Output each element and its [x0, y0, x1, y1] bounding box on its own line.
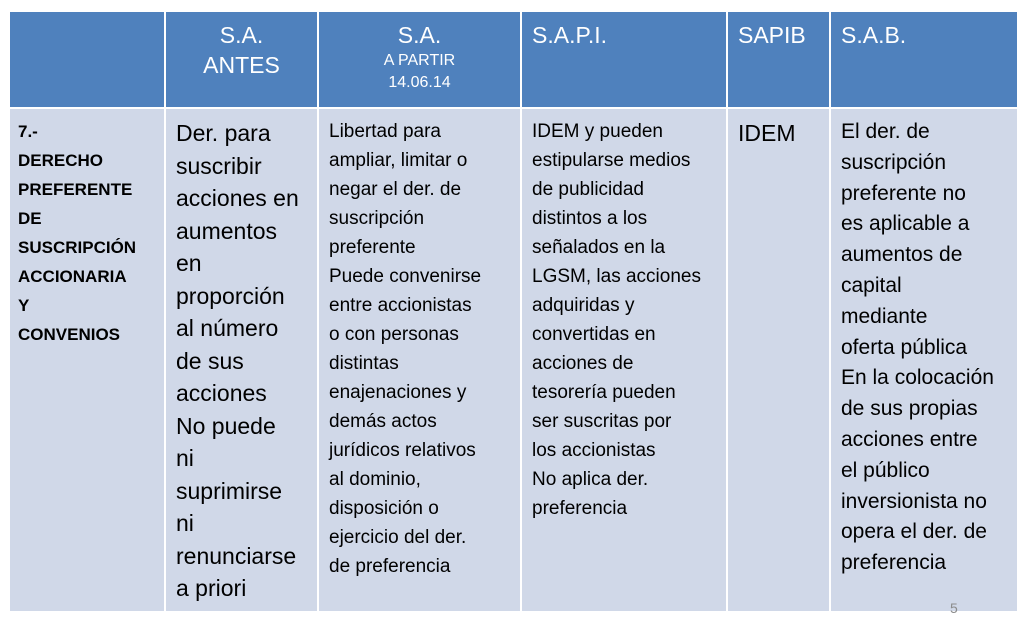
header-sa-apartir-title: S.A. [397, 22, 442, 48]
sa-antes-cell [166, 109, 319, 613]
comparison-table [10, 12, 1019, 613]
sapi-line: estipularse medios [532, 150, 691, 171]
sapi-line: LGSM, las acciones [532, 266, 701, 287]
sa-antes-line: en [176, 250, 202, 276]
sab-line: oferta pública [841, 335, 968, 359]
sapi-line: acciones de [532, 353, 634, 374]
sa-apartir-line: o con personas [329, 324, 459, 345]
row-label-line: PREFERENTE [18, 180, 133, 199]
header-sa-antes-sub: ANTES [203, 52, 280, 78]
sab-line: En la colocación [841, 366, 994, 390]
row-label-line: Y [18, 296, 30, 315]
sab-line: inversionista no [841, 489, 987, 513]
header-row [10, 12, 1019, 109]
sa-apartir-line: jurídicos relativos [329, 440, 476, 461]
header-sapib-title: SAPIB [738, 22, 806, 48]
header-sa-antes [166, 12, 319, 109]
sapi-line: distintos a los [532, 208, 648, 229]
sa-antes-line: proporción [176, 282, 285, 309]
header-sapi [522, 12, 728, 109]
sa-antes-line: ni [176, 445, 194, 471]
sab-line: de sus propias [841, 397, 978, 421]
sab-line: preferencia [841, 551, 947, 575]
sapi-line: ser suscritas por [532, 411, 672, 432]
sab-line: capital [841, 273, 902, 297]
sa-apartir-line: Puede convenirse [329, 266, 482, 287]
sa-apartir-line: enajenaciones y [329, 382, 467, 403]
header-sa-antes-title: S.A. [219, 22, 264, 48]
row-label-line: DERECHO [18, 151, 104, 170]
sab-line: El der. de [841, 120, 930, 143]
sab-line: es aplicable a [841, 212, 970, 236]
sab-cell [831, 109, 1019, 613]
sab-line: suscripción [841, 150, 947, 174]
sa-apartir-cell [319, 109, 522, 613]
sapi-cell [522, 109, 728, 613]
sa-apartir-line: de preferencia [329, 556, 451, 577]
header-sa-apartir-sub1: A PARTIR [383, 52, 456, 69]
sa-antes-line: No puede [176, 412, 276, 439]
sa-apartir-line: Libertad para [329, 121, 441, 142]
header-sab [831, 12, 1019, 109]
sa-antes-line: suprimirse [176, 477, 283, 504]
row-label-line: SUSCRIPCIÓN [18, 238, 137, 257]
sab-line: acciones entre [841, 427, 978, 451]
sapi-line: señalados en la [532, 237, 666, 258]
sapib-text: IDEM [738, 120, 796, 146]
table-row [10, 109, 1019, 613]
row-label-line: ACCIONARIA [18, 267, 127, 286]
sa-antes-line: aumentos [176, 217, 278, 244]
sa-antes-line: acciones en [176, 185, 299, 211]
row-label-line: CONVENIOS [18, 325, 121, 344]
sa-apartir-line: ejercicio del der. [329, 527, 467, 548]
sa-antes-line: acciones [176, 380, 267, 406]
sa-apartir-line: suscripción [329, 208, 425, 229]
row-label-line: DE [18, 209, 42, 228]
sapi-line: tesorería pueden [532, 382, 676, 403]
sa-antes-line: renunciarse [176, 542, 297, 569]
sapi-line: convertidas en [532, 324, 656, 345]
sa-antes-line: Der. para [176, 120, 271, 146]
row-label-line: 7.- [18, 122, 38, 141]
page-number: 5 [950, 600, 958, 616]
sa-apartir-line: distintas [329, 353, 399, 374]
sab-line: aumentos de [841, 243, 963, 267]
sapi-line: de publicidad [532, 179, 644, 200]
sapib-cell [728, 109, 831, 613]
header-sa-apartir [319, 12, 522, 109]
sa-apartir-line: ampliar, limitar o [329, 150, 468, 171]
sa-apartir-line: negar el der. de [329, 179, 462, 200]
sa-antes-line: suscribir [176, 152, 262, 179]
sab-line: preferente no [841, 181, 966, 205]
sab-line: mediante [841, 304, 928, 328]
sapi-line: No aplica der. [532, 469, 649, 490]
sab-line: opera el der. de [841, 520, 987, 544]
sa-antes-line: al número [176, 315, 279, 341]
sa-antes-line: de sus [176, 347, 244, 374]
sab-line: el público [841, 458, 930, 482]
header-sab-title: S.A.B. [841, 22, 907, 48]
sa-antes-line: a priori [176, 575, 247, 601]
sa-apartir-line: entre accionistas [329, 295, 472, 316]
sa-apartir-line: al dominio, [329, 469, 421, 490]
header-empty-cell [10, 12, 166, 109]
sa-apartir-line: demás actos [329, 411, 437, 432]
sapi-line: los accionistas [532, 440, 656, 461]
sa-apartir-line: disposición o [329, 498, 439, 519]
header-sapi-title: S.A.P.I. [532, 22, 608, 48]
sapi-line: preferencia [532, 498, 628, 519]
sapi-line: adquiridas y [532, 295, 635, 316]
sa-apartir-line: preferente [329, 237, 416, 258]
header-sa-apartir-sub2: 14.06.14 [388, 74, 451, 91]
row-label-cell [10, 109, 166, 613]
sapi-line: IDEM y pueden [532, 121, 663, 142]
header-sapib [728, 12, 831, 109]
sa-antes-line: ni [176, 510, 194, 536]
